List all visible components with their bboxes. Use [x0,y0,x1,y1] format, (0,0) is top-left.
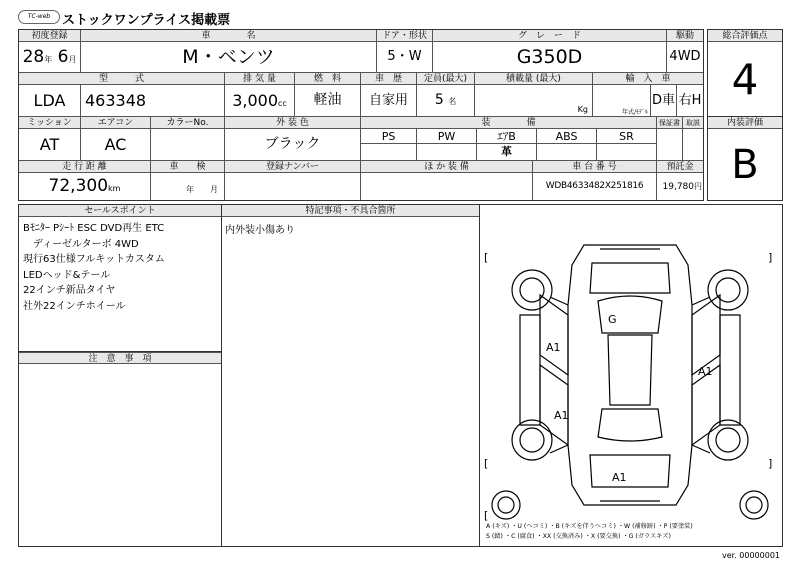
grade-label: グ レ ー ド [433,30,667,42]
aircon-label: エアコン [81,117,151,129]
bracket-marker: [ [484,457,489,470]
manual-label: 取説 [683,117,703,129]
plate-label: 登録ナンバー [225,161,361,173]
interior-score: B [731,142,759,188]
load-value: Kg [475,85,593,116]
bracket-marker: ] [768,251,773,264]
car-diagram [480,205,782,548]
sales-line: LEDヘッド&テール [23,269,111,281]
other-equip-value [361,173,533,200]
logo: TC-web [18,10,60,24]
history-label: 車 歴 [361,73,417,85]
drive-value: 4WD [669,49,701,64]
steering-value: 右H [678,93,702,108]
damage-mark: A1 [698,365,713,378]
aircon-value: AC [81,129,151,160]
equip-label: 装 備 [361,117,657,129]
overall-score-box [707,29,783,118]
overall-score-label: 総合評価点 [708,30,782,42]
model-label: 型 式 [19,73,225,85]
sales-line: Bﾓﾆﾀｰ Pｼｰﾄ ESC DVD再生 ETC [23,223,165,234]
mileage-label: 走 行 距 離 [19,161,151,173]
inspection-label: 車 検 [151,161,225,173]
sales-line: 22インチ新品タイヤ [23,285,116,296]
page-title: ストックワンプライス掲載票 [62,13,231,28]
color-value: ブラック [225,129,361,160]
drive-label: 駆動 [667,30,703,42]
mission-label: ミッション [19,117,81,129]
bracket-marker: [ [484,509,489,522]
name-label: 車 名 [81,30,377,42]
equip-ps: PS [361,129,417,144]
special-notes-text: 内外装小傷あり [225,225,295,236]
vehicle-name: M・ベンツ [81,42,377,72]
damage-legend: A (キズ) ・U (ヘコミ) ・B (キズを伴うヘコミ) ・W (補修跡) ・P (要塗装) [486,523,693,530]
notes-panel [18,352,222,547]
equip-sr: SR [597,129,657,144]
displacement-label: 排 気 量 [225,73,295,85]
bracket-marker: [ [484,251,489,264]
special-notes-label: 特記事項・不具合箇所 [222,205,479,217]
first-reg-label: 初度登録 [19,30,81,42]
deposit-label: 預託金 [657,161,703,173]
equip-airbag: ｴｱB [477,129,537,144]
sales-line: ディーゼルターボ 4WD [33,238,139,250]
color-label: 外 装 色 [225,117,361,129]
fuel-label: 燃 料 [295,73,361,85]
sales-points-list [23,221,219,314]
vehicle-info-table [18,29,704,201]
sales-points-panel [18,204,222,352]
inspection-value: 年 月 [151,173,225,200]
damage-mark: A1 [546,341,561,354]
damage-legend: S (錆) ・C (腐食) ・XX (交換済み) ・X (要交換) ・G (ガラスキズ) [486,533,671,540]
history-value: 自家用 [361,85,417,116]
damage-mark: A1 [554,409,569,422]
door-value: 5・W [377,42,433,72]
sales-points-label: セールスポイント [19,205,221,217]
displacement-value: 3,000cc [225,85,295,116]
door-label: ドア・形状 [377,30,433,42]
deposit-value: 19,780円 [662,182,702,192]
import-label: 輸 入 車 [593,73,703,85]
damage-mark: G [608,313,617,326]
import-type: D車 [651,85,677,116]
special-notes-panel [222,204,480,547]
sales-line: 社外22インチホイール [23,300,126,312]
chassis-value: WDB4633482X251816 [533,173,657,200]
capacity-value: 5 名 [417,85,475,116]
mileage-value: 72,300km [19,173,151,200]
bracket-marker: ] [768,457,773,470]
plate-value [225,173,361,200]
load-label: 積載量 (最大) [475,73,593,85]
color-no-label: カラーNo. [151,117,225,129]
manual-value [683,129,703,160]
sales-line: 現行63仕様フルキットカスタム [23,254,165,265]
fuel-value: 軽油 [295,85,361,116]
warranty-value [657,129,683,160]
version-label: ver. 00000001 [721,551,780,560]
color-no-value [151,129,225,160]
overall-score: 4 [731,55,759,104]
interior-score-box [707,116,783,201]
warranty-label: 保証書 [657,117,683,129]
grade-value: G350D [433,42,667,72]
first-reg-value: 28年 6月 [19,42,81,72]
capacity-label: 定員(最大) [417,73,475,85]
equip-abs: ABS [537,129,597,144]
notes-label: 注 意 事 項 [19,352,221,364]
interior-score-label: 内装評価 [708,117,782,129]
damage-diagram-panel [480,204,783,547]
model-prefix: LDA [19,85,81,116]
damage-mark: A1 [612,471,627,484]
equip-pw: PW [417,129,477,144]
mission-value: AT [19,129,81,160]
equip-leather: 革 [477,144,537,160]
chassis-label: 車 台 番 号 [533,161,657,173]
model-value: 463348 [81,85,225,116]
other-equip-label: ほ か 装 備 [361,161,533,173]
import-year: 年式/ﾓﾃﾞﾙ [593,85,651,116]
